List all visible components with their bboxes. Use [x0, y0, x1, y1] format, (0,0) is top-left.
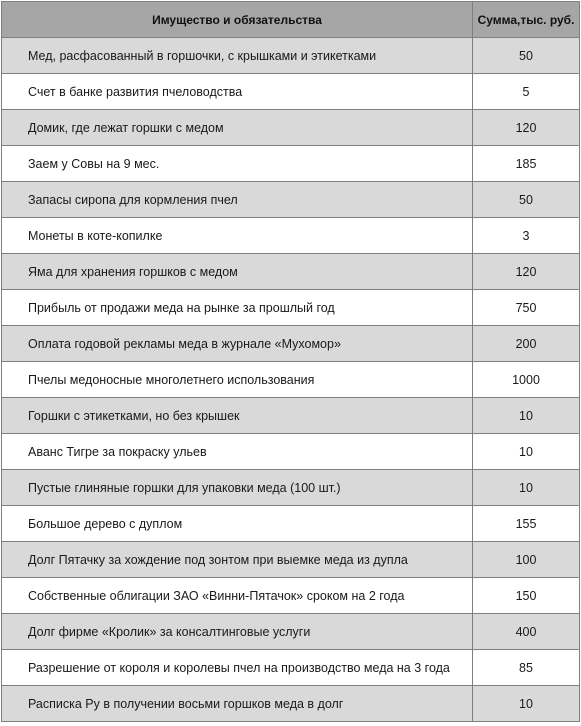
column-header-items: Имущество и обязательства	[2, 2, 473, 38]
table-row	[2, 38, 580, 74]
amount-cell: 50	[473, 38, 580, 74]
amount-cell: 85	[473, 650, 580, 686]
table-body	[2, 38, 580, 722]
table-row	[2, 614, 580, 650]
table-row	[2, 506, 580, 542]
item-name-cell: Аванс Тигре за покраску ульев	[2, 434, 473, 470]
item-name-cell: Мед, расфасованный в горшочки, с крышками и этикетками	[2, 38, 473, 74]
amount-cell: 5	[473, 74, 580, 110]
amount-cell: 100	[473, 542, 580, 578]
item-name-cell: Собственные облигации ЗАО «Винни-Пятачок» сроком на 2 года	[2, 578, 473, 614]
table-row	[2, 290, 580, 326]
amount-cell: 10	[473, 398, 580, 434]
table-row	[2, 254, 580, 290]
amount-cell: 10	[473, 470, 580, 506]
assets-liabilities-table	[1, 1, 580, 722]
table-row	[2, 362, 580, 398]
table-row	[2, 542, 580, 578]
table-row	[2, 326, 580, 362]
amount-cell: 185	[473, 146, 580, 182]
table-row	[2, 434, 580, 470]
amount-cell: 750	[473, 290, 580, 326]
amount-cell: 10	[473, 686, 580, 722]
item-name-cell: Оплата годовой рекламы меда в журнале «Мухомор»	[2, 326, 473, 362]
item-name-cell: Расписка Ру в получении восьми горшков меда в долг	[2, 686, 473, 722]
column-header-amount: Сумма,тыс. руб.	[473, 2, 580, 38]
amount-cell: 150	[473, 578, 580, 614]
amount-cell: 10	[473, 434, 580, 470]
amount-cell: 120	[473, 110, 580, 146]
item-name-cell: Домик, где лежат горшки с медом	[2, 110, 473, 146]
table-row	[2, 578, 580, 614]
amount-cell: 50	[473, 182, 580, 218]
item-name-cell: Заем у Совы на 9 мес.	[2, 146, 473, 182]
table-row	[2, 686, 580, 722]
table-header-row	[2, 2, 580, 38]
item-name-cell: Счет в банке развития пчеловодства	[2, 74, 473, 110]
amount-cell: 1000	[473, 362, 580, 398]
table-row	[2, 398, 580, 434]
amount-cell: 3	[473, 218, 580, 254]
amount-cell: 155	[473, 506, 580, 542]
item-name-cell: Прибыль от продажи меда на рынке за прошлый год	[2, 290, 473, 326]
table-row	[2, 182, 580, 218]
item-name-cell: Большое дерево с дуплом	[2, 506, 473, 542]
item-name-cell: Долг фирме «Кролик» за консалтинговые услуги	[2, 614, 473, 650]
item-name-cell: Долг Пятачку за хождение под зонтом при выемке меда из дупла	[2, 542, 473, 578]
item-name-cell: Яма для хранения горшков с медом	[2, 254, 473, 290]
table-row	[2, 218, 580, 254]
table-row	[2, 470, 580, 506]
item-name-cell: Запасы сиропа для кормления пчел	[2, 182, 473, 218]
amount-cell: 200	[473, 326, 580, 362]
table-row	[2, 650, 580, 686]
item-name-cell: Разрешение от короля и королевы пчел на производство меда на 3 года	[2, 650, 473, 686]
item-name-cell: Пустые глиняные горшки для упаковки меда (100 шт.)	[2, 470, 473, 506]
table-row	[2, 146, 580, 182]
table-row	[2, 110, 580, 146]
item-name-cell: Горшки с этикетками, но без крышек	[2, 398, 473, 434]
amount-cell: 400	[473, 614, 580, 650]
item-name-cell: Пчелы медоносные многолетнего использования	[2, 362, 473, 398]
amount-cell: 120	[473, 254, 580, 290]
table-row	[2, 74, 580, 110]
item-name-cell: Монеты в коте-копилке	[2, 218, 473, 254]
